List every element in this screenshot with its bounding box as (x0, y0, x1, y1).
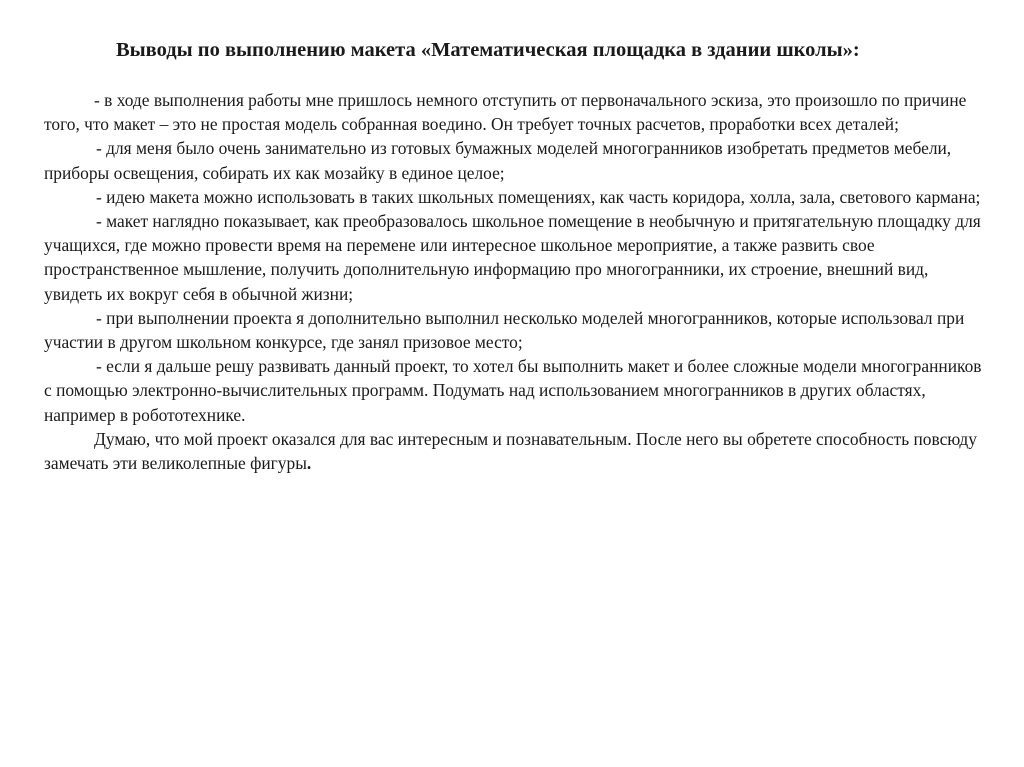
slide-body (44, 88, 984, 475)
closing-paragraph (44, 427, 984, 475)
conclusion-item-4: - макет наглядно показывает, как преобразовалось школьное помещение в необычную и притягательную площадку для учащихся, где можно провести время на перемене или интересное школьное мероприятие, а также развить свое пространственное мышление, получить дополнительную информацию про многогранники, их строение, внешний вид, увидеть их вокруг себя в обычной жизни; (44, 211, 981, 304)
conclusion-item-5: - при выполнении проекта я дополнительно выполнил несколько моделей многогранников, которые использовал при участии в другом школьном конкурсе, где занял призовое место; (44, 307, 965, 353)
closing-period: . (306, 453, 312, 474)
conclusion-item-6: - если я дальше решу развивать данный проект, то хотел бы выполнить макет и более сложные модели многогранников с помощью электронно-вычислительных программ. Подумать над использованием многогранников в других областях, например в робототехнике. (44, 356, 982, 425)
conclusion-item-3: - идею макета можно использовать в таких школьных помещениях, как часть коридора, холла, зала, светового кармана; (96, 186, 981, 207)
slide-title: Выводы по выполнению макета «Математическая площадка в здании школы»: (116, 39, 860, 61)
conclusion-item-2: - для меня было очень занимательно из готовых бумажных моделей многогранников изобретать предметов мебели, приборы освещения, собирать их как мозайку в единое целое; (44, 138, 952, 183)
closing-text: Думаю, что мой проект оказался для вас интересным и познавательным. После него вы обретете способность повсюду замечать эти великолепные фигуры (44, 428, 977, 474)
conclusion-item-1: - в ходе выполнения работы мне пришлось немного отступить от первоначального эскиза, это произошло по причине того, что макет – это не простая модель собранная воедино. Он требует точных расчетов, проработки всех деталей; (44, 90, 967, 135)
